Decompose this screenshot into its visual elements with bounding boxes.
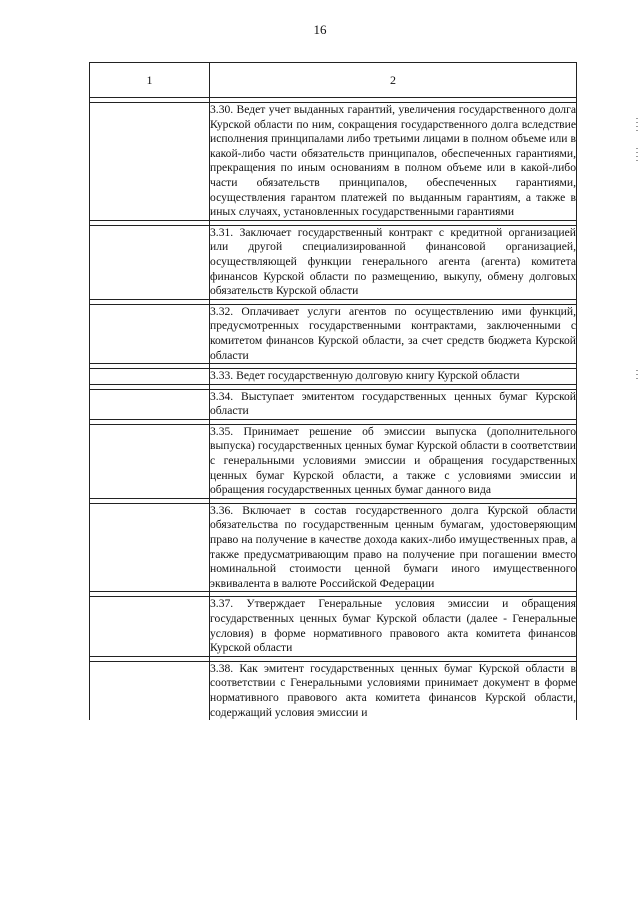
table-cell-left [90,424,210,498]
table-row [90,424,577,498]
table-row [90,369,577,385]
table-cell-left [90,597,210,656]
item-3-31-text: 3.31. Заключает государственный контракт с кредитной организацией или другой специализированной финансовой организацией, осуществляющей функции генерального агента (агента) комитета финансов Курской области по размещению, выкупу, обмену долговых обязательств Курской области [210,225,577,299]
table-row [90,225,577,299]
item-3-38-text: 3.38. Как эмитент государственных ценных бумаг Курской области в соответствии с Генеральными условиями принимает документ в форме нормативного правового акта комитета финансов Курской области, содержащий условия эмиссии и [210,661,576,719]
table-row [90,103,577,221]
item-3-30-text: 3.30. Ведет учет выданных гарантий, увеличения государственного долга Курской области по ним, сокращения государственного долга вследствие исполнения принципалами либо третьими лицами в полном объеме или в какой-либо части обязательств принципалов, обеспеченных гарантиями, прекращения по иным основаниям в полном объеме или в какой-либо части обязательств принципалов, обеспеченных гарантиями, осуществления гарантом платежей по выданным гарантиям, а также в иных случаях, установленных государственными гарантиями [210,103,577,221]
margin-marks [636,370,640,382]
table-row [90,304,577,363]
table-header-row [90,63,577,98]
table-cell-left [90,661,210,720]
table-row [90,661,577,720]
table-cell-left [90,503,210,592]
table-row [90,597,577,656]
column-header-2: 2 [210,63,577,98]
margin-marks [636,118,640,134]
table-row [90,389,577,419]
table-row [90,503,577,592]
item-3-35-text: 3.35. Принимает решение об эмиссии выпуска (дополнительного выпуска) государственных ценных бумаг Курской области в соответствии с генеральными условиями эмиссии и обращения государственных ценных бумаг Курской области, а также с условиями эмиссии и обращения государственных ценных бумаг данного вида [210,424,577,498]
table-cell-left [90,103,210,221]
table-cell-left [90,389,210,419]
item-3-36-text: 3.36. Включает в состав государственного долга Курской области обязательства по государственным ценным бумагам, удостоверяющим право на получение в качестве дохода каких-либо имущественных прав, а также предусматривающим право на получение при погашении вместо номинальной стоимости ценной бумаги иного имущественного эквивалента в валюте Российской Федерации [210,503,577,592]
item-3-37-text: 3.37. Утверждает Генеральные условия эмиссии и обращения государственных ценных бумаг Курской области (далее - Генеральные условия) в форме нормативного правового акта комитета финансов Курской области [210,597,577,656]
page-number: 16 [313,22,327,37]
table-cell-left [90,304,210,363]
document-table [89,62,577,720]
table-cell-left [90,369,210,385]
item-3-32-text: 3.32. Оплачивает услуги агентов по осуществлению ими функций, предусмотренных государственными контрактами, заключенными с комитетом финансов Курской области, за счет средств бюджета Курской области [210,304,577,363]
margin-marks [636,148,640,164]
item-3-34-text: 3.34. Выступает эмитентом государственных ценных бумаг Курской области [210,389,577,419]
column-header-1: 1 [90,63,210,98]
item-3-33-text: 3.33. Ведет государственную долговую книгу Курской области [210,369,577,385]
table-cell-left [90,225,210,299]
